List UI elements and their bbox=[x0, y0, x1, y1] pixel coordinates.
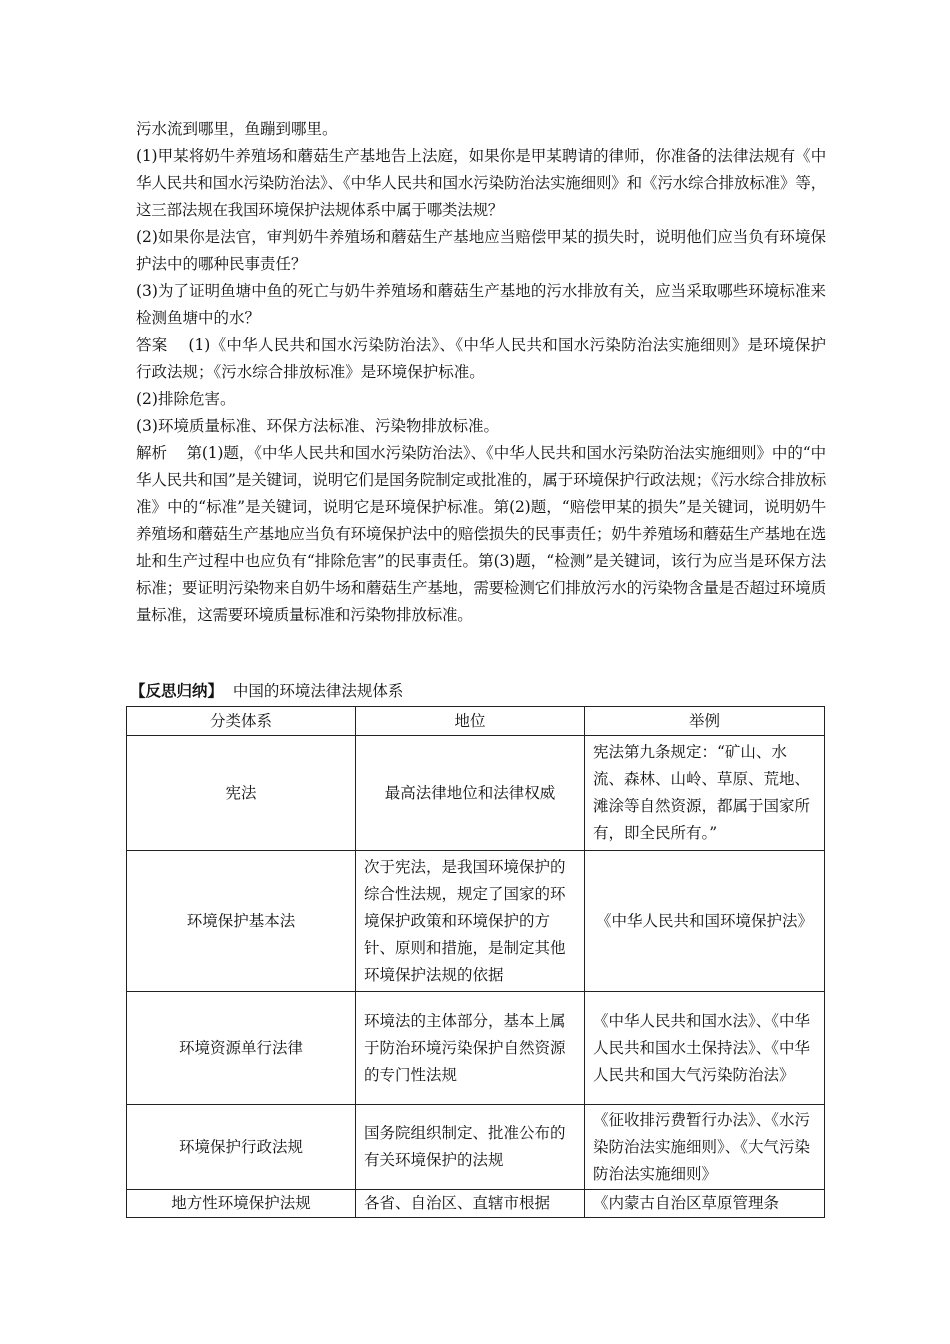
row-category: 环境资源单行法律 bbox=[127, 992, 356, 1105]
reflection-tag: 【反思归纳】 bbox=[130, 681, 224, 700]
question-1: (1)甲某将奶牛养殖场和蘑菇生产基地告上法庭，如果你是甲某聘请的律师，你准备的法律法规有《中华人民共和国水污染防治法》、《中华人民共和国水污染防治法实施细则》和《污水综合排放标准》等，这三部法规在我国环境保护法规体系中属于哪类法规？ bbox=[136, 147, 826, 219]
row-status: 国务院组织制定、批准公布的有关环境保护的法规 bbox=[356, 1105, 585, 1190]
table-row bbox=[127, 1190, 825, 1218]
row-status: 最高法律地位和法律权威 bbox=[356, 736, 585, 851]
analysis-text: 第(1)题，《中华人民共和国水污染防治法》、《中华人民共和国水污染防治法实施细则》中的“中华人民共和国”是关键词，说明它们是国务院制定或批准的，属于环境保护行政法规；《污水综合排放标准》中的“标准”是关键词，说明它是环境保护标准。第(2)题，“赔偿甲某的损失”是关键词，说明奶牛养殖场和蘑菇生产基地应当负有环境保护法中的赔偿损失的民事责任；奶牛养殖场和蘑菇生产基地在选址和生产过程中也应负有“排除危害”的民事责任。第(3)题，“检测”是关键词，该行为应当是环保方法标准；要证明污染物来自奶牛场和蘑菇生产基地，需要检测它们排放污水的污染物含量是否超过环境质量标准，这需要环境质量标准和污染物排放标准。 bbox=[136, 444, 826, 624]
intro-line: 污水流到哪里，鱼蹦到哪里。 bbox=[136, 120, 338, 138]
table-row bbox=[127, 736, 825, 851]
analysis-label: 解析 bbox=[136, 444, 167, 462]
legal-system-table bbox=[126, 706, 825, 1218]
analysis-paragraph bbox=[136, 440, 826, 629]
row-category: 环境保护基本法 bbox=[127, 851, 356, 992]
header-status: 地位 bbox=[356, 707, 585, 736]
reflection-heading bbox=[130, 680, 403, 702]
table-row bbox=[127, 1105, 825, 1190]
row-status: 各省、自治区、直辖市根据 bbox=[356, 1190, 585, 1218]
table-row bbox=[127, 851, 825, 992]
row-status: 环境法的主体部分，基本上属于防治环境污染保护自然资源的专门性法规 bbox=[356, 992, 585, 1105]
question-block bbox=[136, 116, 826, 629]
header-example: 举例 bbox=[585, 707, 825, 736]
question-2: (2)如果你是法官，审判奶牛养殖场和蘑菇生产基地应当赔偿甲某的损失时，说明他们应当负有环境保护法中的哪种民事责任？ bbox=[136, 228, 826, 273]
row-category: 地方性环境保护法规 bbox=[127, 1190, 356, 1218]
table-header-row bbox=[127, 707, 825, 736]
question-3: (3)为了证明鱼塘中鱼的死亡与奶牛养殖场和蘑菇生产基地的污水排放有关，应当采取哪些环境标准来检测鱼塘中的水？ bbox=[136, 282, 826, 327]
reflection-title: 中国的环境法律法规体系 bbox=[232, 682, 404, 700]
header-category: 分类体系 bbox=[127, 707, 356, 736]
row-example: 《中华人民共和国环境保护法》 bbox=[585, 851, 825, 992]
row-example: 《内蒙古自治区草原管理条 bbox=[585, 1190, 825, 1218]
row-category: 宪法 bbox=[127, 736, 356, 851]
row-example: 宪法第九条规定：“矿山、水流、森林、山岭、草原、荒地、滩涂等自然资源，都属于国家所有，即全民所有。” bbox=[585, 736, 825, 851]
row-example: 《征收排污费暂行办法》、《水污染防治法实施细则》、《大气污染防治法实施细则》 bbox=[585, 1105, 825, 1190]
table-row bbox=[127, 992, 825, 1105]
row-category: 环境保护行政法规 bbox=[127, 1105, 356, 1190]
row-status: 次于宪法，是我国环境保护的综合性法规，规定了国家的环境保护政策和环境保护的方针、原则和措施，是制定其他环境保护法规的依据 bbox=[356, 851, 585, 992]
answer-line-3: (3)环境质量标准、环保方法标准、污染物排放标准。 bbox=[136, 417, 499, 435]
answer-text-1: (1)《中华人民共和国水污染防治法》、《中华人民共和国水污染防治法实施细则》是环境保护行政法规；《污水综合排放标准》是环境保护标准。 bbox=[136, 336, 826, 381]
answer-line-1 bbox=[136, 332, 826, 386]
row-example: 《中华人民共和国水法》、《中华人民共和国水土保持法》、《中华人民共和国大气污染防治法》 bbox=[585, 992, 825, 1105]
answer-line-2: (2)排除危害。 bbox=[136, 390, 236, 408]
answer-label: 答案 bbox=[136, 336, 168, 354]
